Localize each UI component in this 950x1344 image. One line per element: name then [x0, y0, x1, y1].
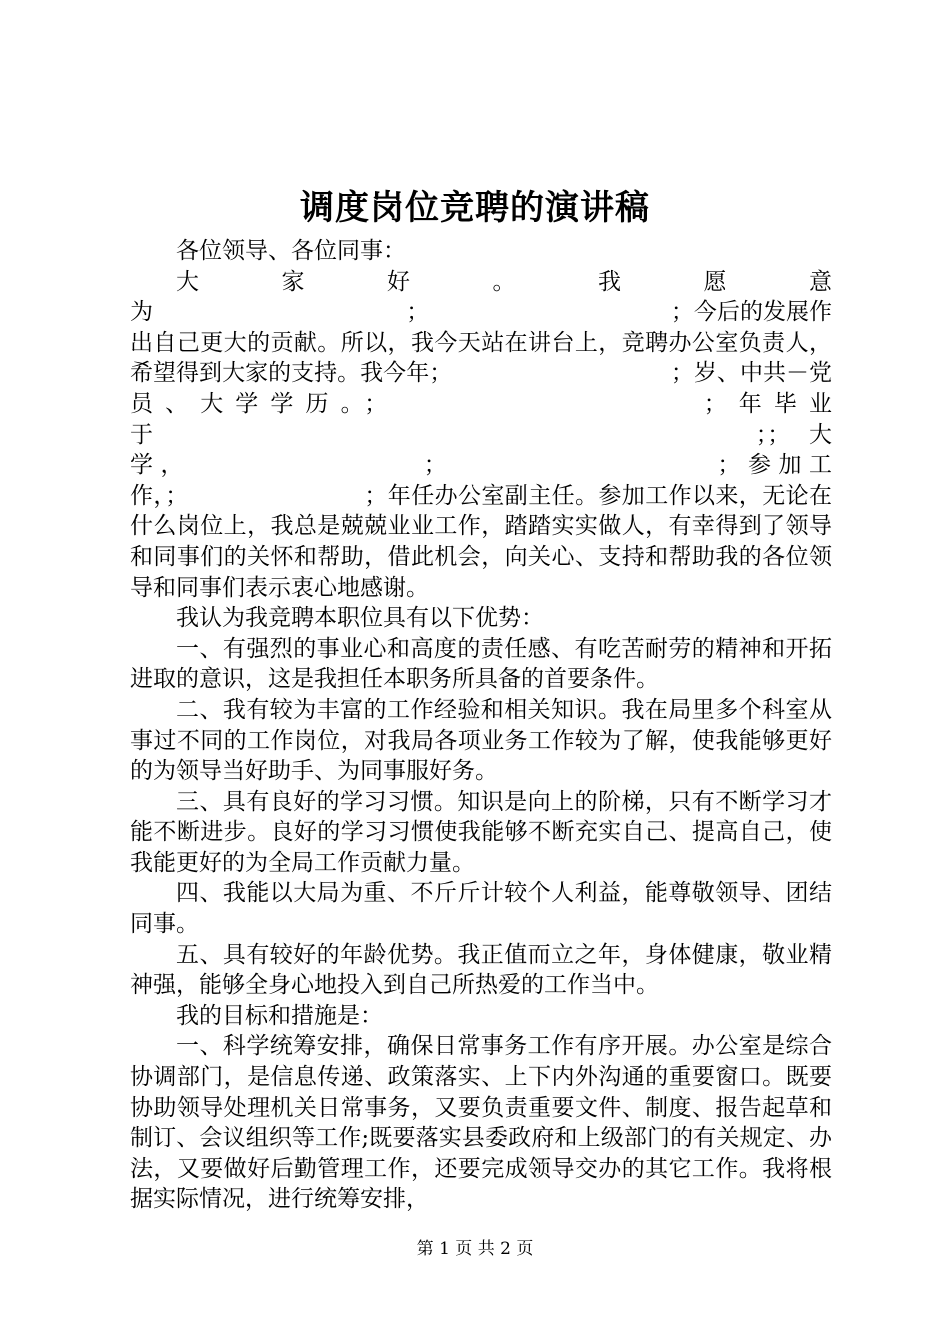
- paragraph-salutation: 各位领导、各位同事：: [176, 238, 406, 264]
- paragraph-advantage-2: 二、我有较为丰富的工作经验和相关知识。我在局里多个科室从事过不同的工作岗位，对我局各项业务工作较为了解，使我能够更好的为领导当好助手、为同事服好务。: [130, 696, 832, 785]
- page-number-footer: 第 1 页 共 2 页: [416, 1239, 534, 1259]
- document-body: [130, 236, 832, 1215]
- paragraph-advantage-3: 三、具有良好的学习习惯。知识是向上的阶梯，只有不断学习才能不断进步。良好的学习习惯使我能够不断充实自己、提高自己，使我能更好的为全局工作贡献力量。: [130, 788, 832, 876]
- document-title: 调度岗位竞聘的演讲稿: [300, 188, 650, 228]
- paragraph-goals-intro: 我的目标和措施是：: [176, 1002, 383, 1029]
- paragraph-advantages-intro: 我认为我竞聘本职位具有以下优势：: [176, 605, 544, 632]
- paragraph-greeting: 大家好。我愿意为 ； ；今后的发展作出自己更大的贡献。所以，我今天站在讲台上，竞聘办公室负责人，希望得到大家的支持。我今年； ；岁、中共－党员、大学学历。； ；年毕业于 ；；大学， ； ；参加工作，； ；年任办公室副主任。参加工作以来，无论在什么岗位上，我总是兢兢业业工作，踏踏实实做人，有幸得到了领导和同事们的关怀和帮助，借此机会，向关心、支持和帮助我的各位领导和同事们表示衷心地感谢。: [130, 268, 832, 601]
- paragraph-goal-1: 一、科学统筹安排，确保日常事务工作有序开展。办公室是综合协调部门，是信息传递、政策落实、上下内外沟通的重要窗口。既要协助领导处理机关日常事务，又要负责重要文件、制度、报告起草和制订、会议组织等工作;既要落实县委政府和上级部门的有关规定、办法，又要做好后勤管理工作，还要完成领导交办的其它工作。我将根据实际情况，进行统筹安排，: [130, 1033, 832, 1213]
- paragraph-advantage-1: 一、有强烈的事业心和高度的责任感、有吃苦耐劳的精神和开拓进取的意识，这是我担任本职务所具备的首要条件。: [130, 635, 832, 693]
- paragraph-advantage-4: 四、我能以大局为重、不斤斤计较个人利益，能尊敬领导、团结同事。: [130, 880, 832, 938]
- paragraph-advantage-5: 五、具有较好的年龄优势。我正值而立之年，身体健康，敬业精神强，能够全身心地投入到自己所热爱的工作当中。: [130, 941, 832, 999]
